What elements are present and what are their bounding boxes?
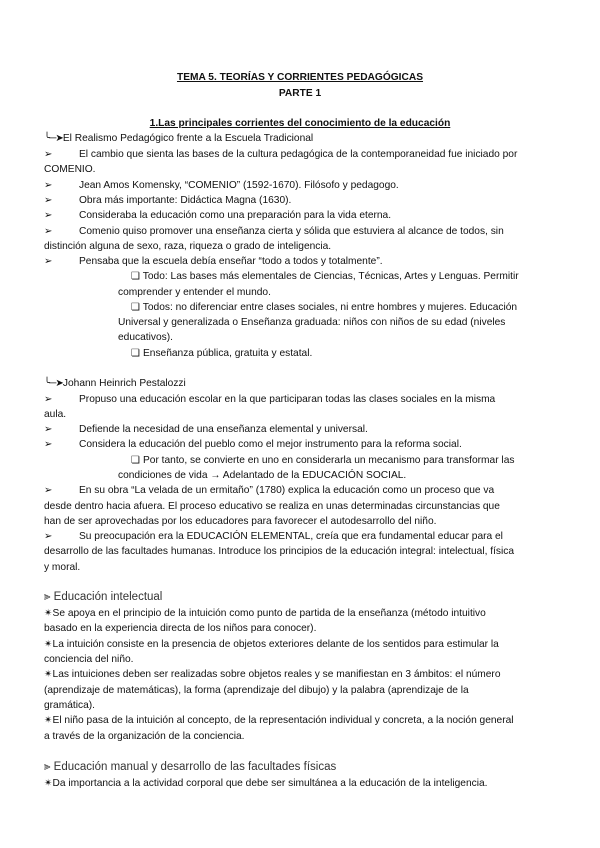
sub-item: ❏ Enseñanza pública, gratuita y estatal. bbox=[131, 348, 313, 359]
bullet-arrow-icon: ➢ bbox=[44, 424, 53, 435]
bullet-arrow-icon: ➢ bbox=[44, 180, 53, 191]
star-icon: ✴ bbox=[44, 715, 53, 726]
bullet-arrow-icon: ➢ bbox=[44, 256, 53, 267]
list-item: ➢ Defiende la necesidad de una enseñanza elemental y universal. bbox=[44, 422, 560, 437]
pestalozzi-heading: ╰─➤Johann Heinrich Pestalozzi bbox=[44, 378, 186, 389]
list-item-cont: desarrollo de las facultades humanas. Introduce los principios de la educación integral: intelectual, física bbox=[44, 546, 515, 557]
document-part: PARTE 1 bbox=[278, 88, 322, 99]
paragraph-cont: conciencia del niño. bbox=[44, 654, 134, 665]
intelectual-heading: ⫸ Educación intelectual bbox=[44, 591, 163, 603]
list-item-cont: han de ser aprovechadas por los educadores para favorecer el autodesarrollo del niño. bbox=[44, 516, 437, 527]
star-icon: ✴ bbox=[44, 639, 53, 650]
list-item-cont: desde dentro hacia afuera. El proceso educativo se realiza en unas determinadas circunstancias que bbox=[44, 501, 500, 512]
paragraph: ✴Las intuiciones deben ser realizadas sobre objetos reales y se manifiestan en 3 ámbitos: el número bbox=[44, 669, 501, 680]
realismo-heading: ╰─➤El Realismo Pedagógico frente a la Escuela Tradicional bbox=[44, 133, 314, 144]
manual-heading: ⫸ Educación manual y desarrollo de las facultades físicas bbox=[44, 761, 337, 773]
paragraph: ✴La intuición consiste en la presencia de objetos exteriores delante de los sentidos para estimular la bbox=[44, 639, 499, 650]
list-item: ➢ En su obra “La velada de un ermitaño” (1780) explica la educación como un proceso que va bbox=[44, 483, 560, 498]
bullet-arrow-icon: ➢ bbox=[44, 210, 53, 221]
sub-item-cont: educativos). bbox=[118, 332, 173, 343]
paragraph: ✴Se apoya en el principio de la intuición como punto de partida de la enseñanza (método intuitivo bbox=[44, 608, 486, 619]
bullet-arrow-icon: ➢ bbox=[44, 485, 53, 496]
list-item-cont: COMENIO. bbox=[44, 164, 96, 175]
arrow-icon: ╰─➤ bbox=[44, 378, 63, 389]
list-item: ➢ Considera la educación del pueblo como el mejor instrumento para la reforma social. bbox=[44, 437, 560, 452]
list-item-cont: y moral. bbox=[44, 562, 81, 573]
list-item: ➢ Comenio quiso promover una enseñanza cierta y sólida que estuviera al alcance de todos, sin bbox=[44, 224, 560, 239]
document-title: TEMA 5. TEORÍAS Y CORRIENTES PEDAGÓGICAS bbox=[176, 72, 424, 83]
arrow-icon: ╰─➤ bbox=[44, 133, 63, 144]
list-item: ➢ Jean Amos Komensky, “COMENIO” (1592-1670). Filósofo y pedagogo. bbox=[44, 178, 560, 193]
paragraph-cont: gramática). bbox=[44, 700, 95, 711]
paragraph: ✴El niño pasa de la intuición al concepto, de la representación individual y concreta, a la noción general bbox=[44, 715, 514, 726]
bullet-arrow-icon: ➢ bbox=[44, 149, 53, 160]
bullet-arrow-icon: ➢ bbox=[44, 226, 53, 237]
paragraph-cont: basado en la experiencia directa de los niños para conocer). bbox=[44, 623, 317, 634]
star-icon: ✴ bbox=[44, 669, 53, 680]
checkbox-icon: ❏ bbox=[131, 348, 141, 359]
section-heading: 1.Las principales corrientes del conocimiento de la educación bbox=[149, 118, 451, 129]
sub-item: ❏ Todo: Las bases más elementales de Ciencias, Técnicas, Artes y Lenguas. Permitir bbox=[131, 271, 519, 282]
checkbox-icon: ❏ bbox=[131, 455, 141, 466]
list-item: ➢ Consideraba la educación como una preparación para la vida eterna. bbox=[44, 208, 560, 223]
sub-item-cont: condiciones de vida → Adelantado de la EDUCACIÓN SOCIAL. bbox=[118, 470, 407, 481]
sub-item-cont: Universal y generalizada o Enseñanza graduada: niños con niños de su edad (niveles bbox=[118, 317, 506, 328]
paragraph-cont: a través de la organización de la conciencia. bbox=[44, 731, 245, 742]
list-item: ➢ Obra más importante: Didáctica Magna (1630). bbox=[44, 193, 560, 208]
checkbox-icon: ❏ bbox=[131, 302, 141, 313]
list-item: ➢ El cambio que sienta las bases de la cultura pedagógica de la contemporaneidad fue iniciado por bbox=[44, 147, 560, 162]
paragraph: ✴Da importancia a la actividad corporal que debe ser simultánea a la educación de la inteligencia. bbox=[44, 778, 488, 789]
list-item-cont: distinción alguna de sexo, raza, riqueza o grado de inteligencia. bbox=[44, 241, 332, 252]
bullet-arrow-icon: ➢ bbox=[44, 195, 53, 206]
star-icon: ✴ bbox=[44, 608, 53, 619]
paragraph-cont: (aprendizaje de matemáticas), la forma (aprendizaje del dibujo) y la palabra (aprendizaje de la bbox=[44, 685, 469, 696]
list-item-cont: aula. bbox=[44, 409, 67, 420]
bullet-arrow-icon: ➢ bbox=[44, 531, 53, 542]
star-icon: ✴ bbox=[44, 778, 53, 789]
bullet-arrow-icon: ➢ bbox=[44, 394, 53, 405]
list-item: ➢ Pensaba que la escuela debía enseñar “todo a todos y totalmente”. bbox=[44, 254, 560, 269]
sub-item: ❏ Todos: no diferenciar entre clases sociales, ni entre hombres y mujeres. Educación bbox=[131, 302, 518, 313]
sub-item-cont: comprender y entender el mundo. bbox=[118, 287, 271, 298]
list-item: ➢ Su preocupación era la EDUCACIÓN ELEMENTAL, creía que era fundamental educar para el bbox=[44, 529, 560, 544]
sub-item: ❏ Por tanto, se convierte en uno en considerarla un mecanismo para transformar las bbox=[131, 455, 515, 466]
bullet-arrow-icon: ➢ bbox=[44, 439, 53, 450]
checkbox-icon: ❏ bbox=[131, 271, 141, 282]
list-item: ➢ Propuso una educación escolar en la que participaran todas las clases sociales en la misma bbox=[44, 392, 560, 407]
